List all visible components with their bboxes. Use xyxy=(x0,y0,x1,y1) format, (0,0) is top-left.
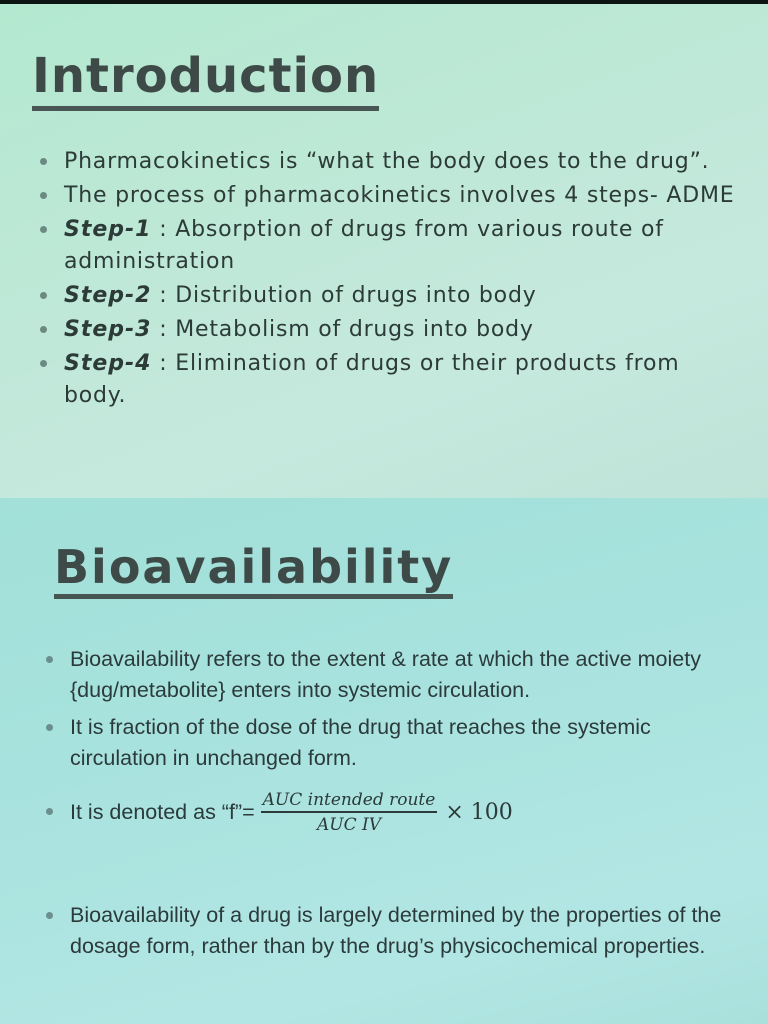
list-item xyxy=(42,900,752,962)
item-text: It is fraction of the dose of the drug that reaches the systemic circulation in unchanged form. xyxy=(70,715,651,770)
bullet-list xyxy=(36,146,736,412)
item-text: Bioavailability refers to the extent & rate at which the active moiety {dug/metabolite} enters into systemic circulation. xyxy=(70,647,701,702)
bullet-icon xyxy=(46,912,53,919)
bullet-list xyxy=(42,644,752,962)
step-label: Step-1 xyxy=(64,217,152,242)
item-text: Bioavailability of a drug is largely determined by the properties of the dosage form, rather than by the drug’s physicochemical properties. xyxy=(70,903,722,958)
formula-multiplier: × 100 xyxy=(445,799,513,825)
step-label: Step-3 xyxy=(64,317,152,342)
formula-prefix: It is denoted as “f”= xyxy=(70,799,255,824)
item-text: : Absorption of drugs from various route of administration xyxy=(64,217,664,274)
list-item xyxy=(36,180,736,212)
bullet-icon xyxy=(46,808,53,815)
fraction xyxy=(261,789,438,836)
bullet-icon xyxy=(40,292,47,299)
list-item xyxy=(42,712,752,774)
bullet-icon xyxy=(46,656,53,663)
list-item xyxy=(36,214,736,278)
item-text: : Elimination of drugs or their products from body. xyxy=(64,351,680,408)
bullet-icon xyxy=(46,724,53,731)
bullet-icon xyxy=(40,192,47,199)
item-text: Pharmacokinetics is “what the body does to the drug”. xyxy=(64,149,710,174)
slide-introduction xyxy=(0,4,768,498)
item-text: : Metabolism of drugs into body xyxy=(151,317,534,342)
list-item xyxy=(36,146,736,178)
list-item xyxy=(42,644,752,706)
bullet-icon xyxy=(40,226,47,233)
formula-denominator: AUC IV xyxy=(316,814,381,835)
slide-title: Bioavailability xyxy=(54,540,453,599)
slide-bioavailability xyxy=(0,498,768,1024)
list-item xyxy=(36,280,736,312)
slide-title: Introduction xyxy=(32,48,379,111)
list-item xyxy=(36,348,736,412)
item-text: : Distribution of drugs into body xyxy=(151,283,537,308)
step-label: Step-2 xyxy=(64,283,152,308)
bullet-icon xyxy=(40,158,47,165)
formula-numerator: AUC intended route xyxy=(261,789,438,813)
item-text: The process of pharmacokinetics involves 4 steps- ADME xyxy=(64,183,735,208)
step-label: Step-4 xyxy=(64,351,152,376)
bullet-icon xyxy=(40,326,47,333)
bullet-icon xyxy=(40,360,47,367)
list-item xyxy=(36,314,736,346)
list-item-formula xyxy=(42,786,752,838)
bioavailability-formula xyxy=(255,789,513,836)
